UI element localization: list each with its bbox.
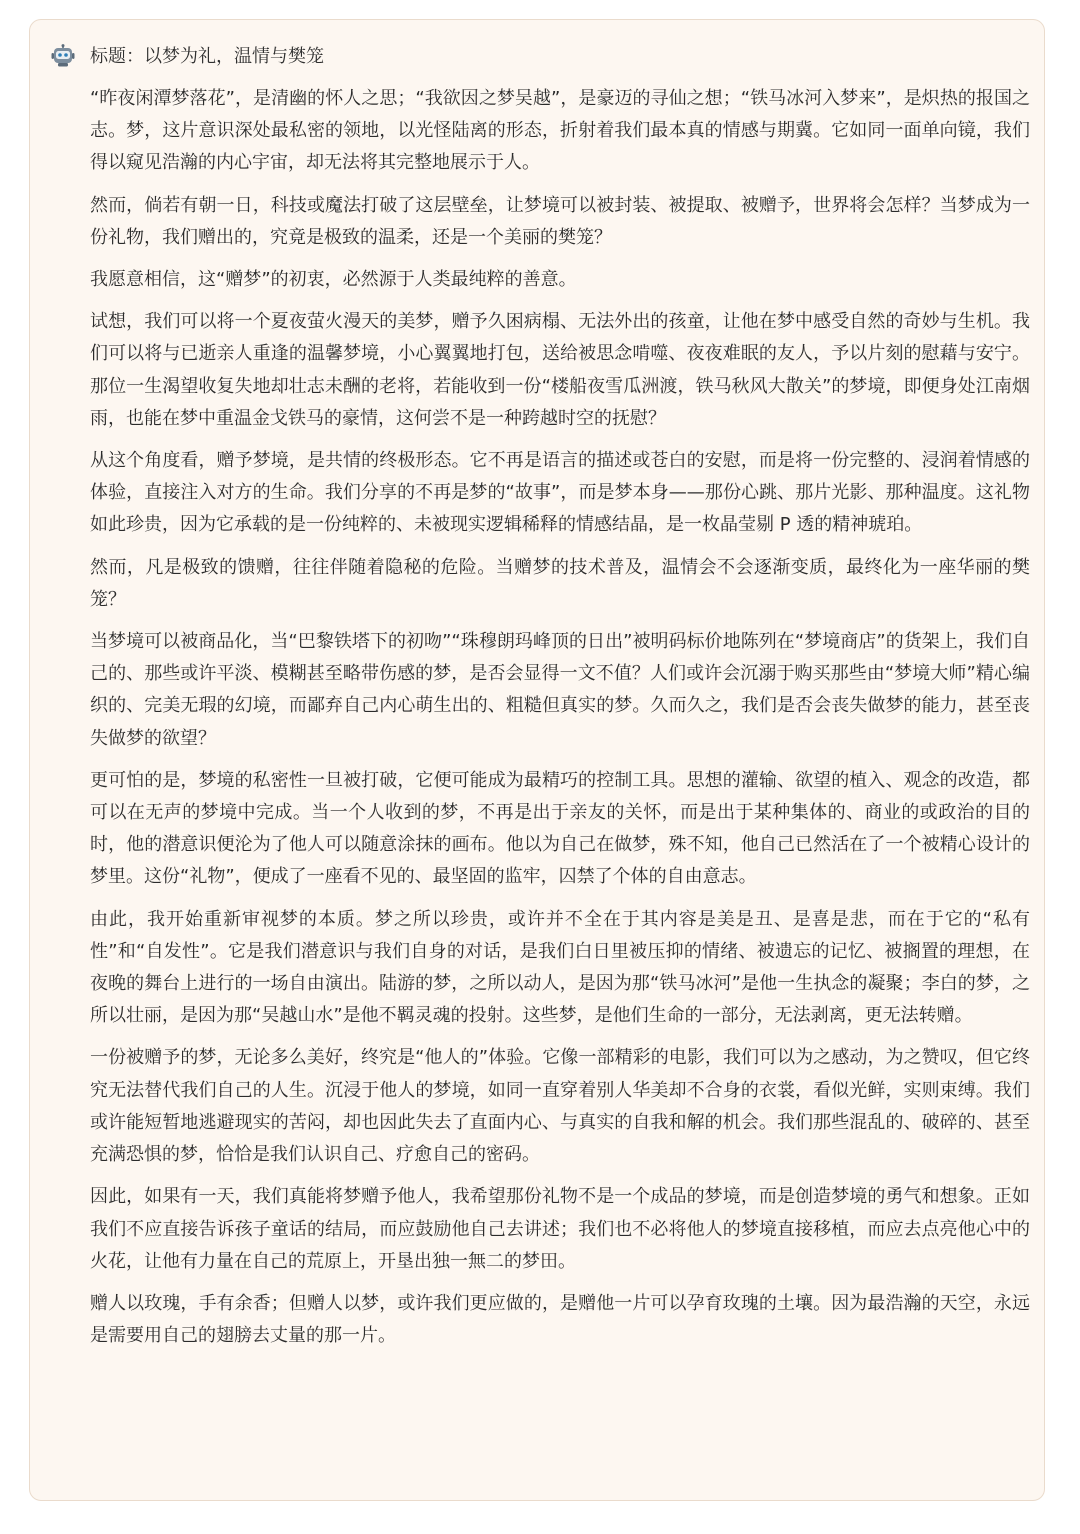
- response-card: [29, 19, 1045, 1501]
- paragraph: 因此，如果有一天，我们真能将梦赠予他人，我希望那份礼物不是一个成品的梦境，而是创造梦境的勇气和想象。正如我们不应直接告诉孩子童话的结局，而应鼓励他自己去讲述；我们也不必将他人的梦境直接移植，而应去点亮他心中的火花，让他有力量在自己的荒原上，开垦出独一無二的梦田。: [90, 1186, 1030, 1272]
- paragraph: 一份被赠予的梦，无论多么美好，终究是“他人的”体验。它像一部精彩的电影，我们可以为之感动，为之赞叹，但它终究无法替代我们自己的人生。沉浸于他人的梦境，如同一直穿着别人华美却不合身的衣裳，看似光鲜，实则束缚。我们或许能短暂地逃避现实的苦闷，却也因此失去了直面内心、与真实的自我和解的机会。我们那些混乱的、破碎的、甚至充满恐惧的梦，恰恰是我们认识自己、疗愈自己的密码。: [90, 1047, 1030, 1166]
- essay-title: 标题：以梦为礼，温情与樊笼: [90, 46, 324, 67]
- paragraph: 更可怕的是，梦境的私密性一旦被打破，它便可能成为最精巧的控制工具。思想的灌输、欲望的植入、观念的改造，都可以在无声的梦境中完成。当一个人收到的梦，不再是出于亲友的关怀，而是出于某种集体的、商业的或政治的目的时，他的潜意识便沦为了他人可以随意涂抹的画布。他以为自己在做梦，殊不知，他自己已然活在了一个被精心设计的梦里。这份“礼物”，便成了一座看不见的、最坚固的监牢，囚禁了个体的自由意志。: [90, 769, 1030, 888]
- paragraph: 由此，我开始重新审视梦的本质。梦之所以珍贵，或许并不全在于其内容是美是丑、是喜是悲，而在于它的“私有性”和“自发性”。它是我们潜意识与我们自身的对话，是我们白日里被压抑的情绪、被遗忘的记忆、被搁置的理想，在夜晚的舞台上进行的一场自由演出。陆游的梦，之所以动人，是因为那“铁马冰河”是他一生执念的凝聚；李白的梦，之所以壮丽，是因为那“吴越山水”是他不羁灵魂的投射。这些梦，是他们生命的一部分，无法剥离，更无法转赠。: [90, 908, 1030, 1027]
- paragraph: 试想，我们可以将一个夏夜萤火漫天的美梦，赠予久困病榻、无法外出的孩童，让他在梦中感受自然的奇妙与生机。我们可以将与已逝亲人重逢的温馨梦境，小心翼翼地打包，送给被思念啃噬、夜夜难眠的友人，予以片刻的慰藉与安宁。那位一生渴望收复失地却壮志未酬的老将，若能收到一份“楼船夜雪瓜洲渡，铁马秋风大散关”的梦境，即便身处江南烟雨，也能在梦中重温金戈铁马的豪情，这何尝不是一种跨越时空的抚慰？: [90, 311, 1030, 429]
- paragraph: 从这个角度看，赠予梦境，是共情的终极形态。它不再是语言的描述或苍白的安慰，而是将一份完整的、浸润着情感的体验，直接注入对方的生命。我们分享的不再是梦的“故事”，而是梦本身——那份心跳、那片光影、那种温度。这礼物如此珍贵，因为它承载的是一份纯粹的、未被现实逻辑稀释的情感结晶，是一枚晶莹剔 P 透的精神琥珀。: [90, 450, 1030, 536]
- paragraph: 然而，倘若有朝一日，科技或魔法打破了这层壁垒，让梦境可以被封装、被提取、被赠予，世界将会怎样？当梦成为一份礼物，我们赠出的，究竟是极致的温柔，还是一个美丽的樊笼？: [90, 194, 1030, 248]
- paragraph: 我愿意相信，这“赠梦”的初衷，必然源于人类最纯粹的善意。: [90, 269, 577, 291]
- paragraph: 赠人以玫瑰，手有余香；但赠人以梦，或许我们更应做的，是赠他一片可以孕育玫瑰的土壤。因为最浩瀚的天空，永远是需要用自己的翅膀去丈量的那一片。: [90, 1292, 1030, 1347]
- robot-icon: [50, 44, 76, 68]
- paragraph: “昨夜闲潭梦落花”，是清幽的怀人之思；“我欲因之梦吴越”，是豪迈的寻仙之想；“铁马冰河入梦来”，是炽热的报国之志。梦，这片意识深处最私密的领地，以光怪陆离的形态，折射着我们最本真的情感与期冀。它如同一面单向镜，我们得以窥见浩瀚的内心宇宙，却无法将其完整地展示于人。: [90, 88, 1030, 174]
- paragraph: 然而，凡是极致的馈赠，往往伴随着隐秘的危险。当赠梦的技术普及，温情会不会逐渐变质，最终化为一座华丽的樊笼？: [90, 556, 1030, 610]
- paragraph: 当梦境可以被商品化，当“巴黎铁塔下的初吻”“珠穆朗玛峰顶的日出”被明码标价地陈列在“梦境商店”的货架上，我们自己的、那些或许平淡、模糊甚至略带伤感的梦，是否会显得一文不值？人们或许会沉溺于购买那些由“梦境大师”精心编织的、完美无瑕的幻境，而鄙弃自己内心萌生出的、粗糙但真实的梦。久而久之，我们是否会丧失做梦的能力，甚至丧失做梦的欲望？: [90, 631, 1030, 749]
- essay-body: [90, 83, 1030, 1362]
